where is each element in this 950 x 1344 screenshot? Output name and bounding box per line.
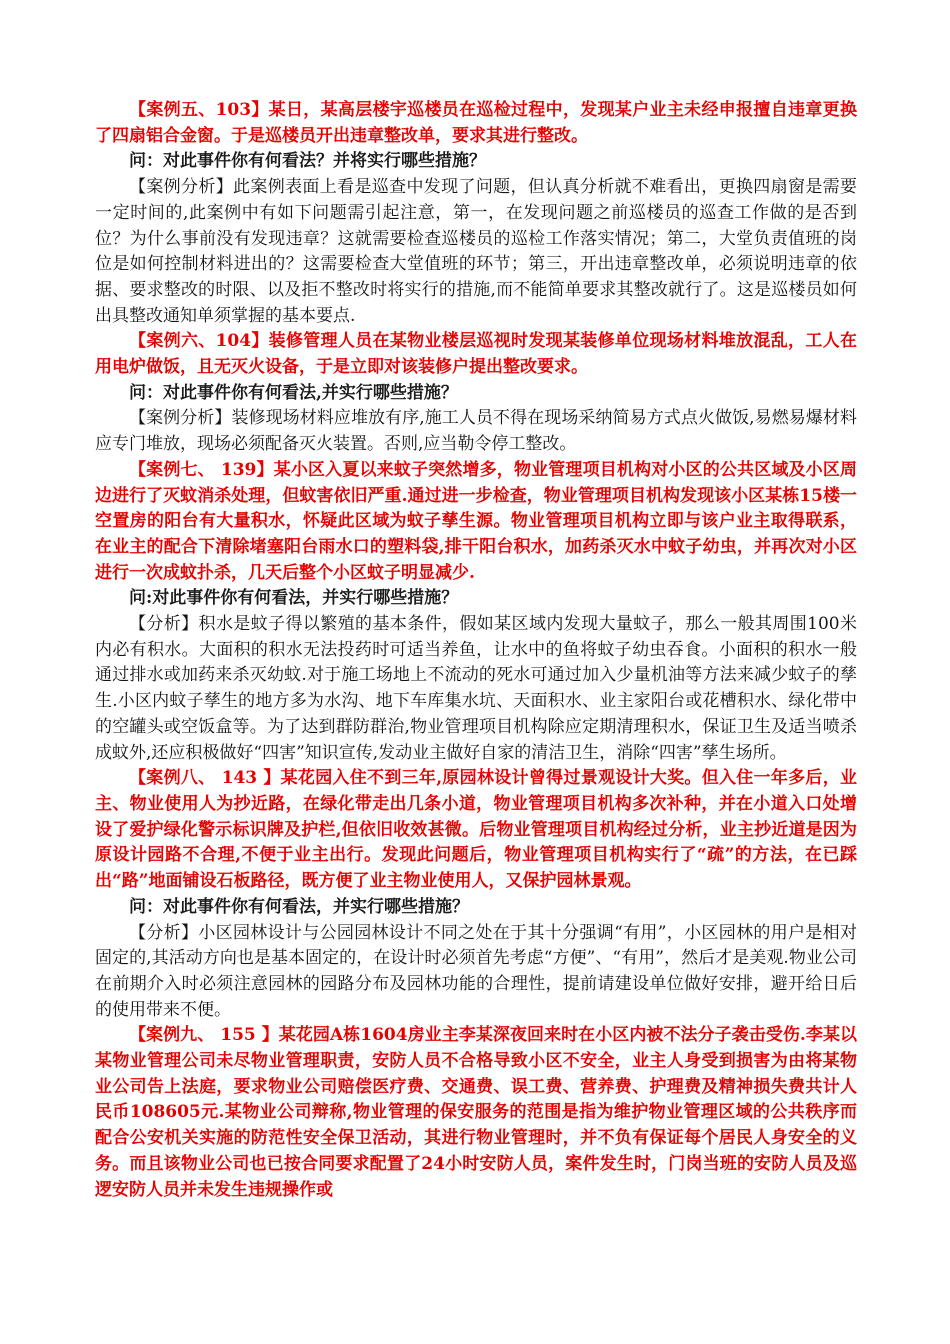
case-9-text: 【案例九、 155 】某花园A栋1604房业主李某深夜回来时在小区内被不法分子袭击受伤.李某以某物业管理公司未尽物业管理职责，安防人员不合格导致小区不安全，业主人身受到损害为由将某物业公司告上法庭，要求物业公司赔偿医疗费、交通费、误工费、营养费、护理费及精神损失费共计人民币108605元.某物业公司辩称,物业管理的保安服务的范围是指为维护物业管理区域的公共秩序而配合公安机关实施的防范性安全保卫活动，其进行物业管理时，并不负有保证每个居民人身安全的义务。而且该物业公司也已按合同要求配置了24小时安防人员，案件发生时，门岗当班的安防人员及巡逻安防人员并未发生违规操作或	[95, 1025, 857, 1200]
case-6-text: 【案例六、104】装修管理人员在某物业楼层巡视时发现某装修单位现场材料堆放混乱，工人在用电炉做饭，且无灭火设备，于是立即对该装修户提出整改要求。	[95, 331, 857, 378]
case-7-question: 问:对此事件你有何看法，并实行哪些措施？	[129, 588, 459, 609]
case-8-question: 问：对此事件你有何看法，并实行哪些措施？	[129, 896, 469, 917]
case-6-question: 问：对此事件你有何看法,并实行哪些措施？	[129, 382, 458, 403]
case-5-question: 问：对此事件你有何看法？并将实行哪些措施？	[129, 151, 486, 172]
case-6-analysis: 【案例分析】装修现场材料应堆放有序,施工人员不得在现场采纳简易方式点火做饭,易燃易爆材料应专门堆放，现场必须配备灭火装置。否则,应当勒令停工整改。	[95, 408, 857, 455]
document-page	[95, 98, 857, 1203]
case-5-text: 【案例五、103】某日，某高层楼宇巡楼员在巡检过程中，发现某户业主未经申报擅自违章更换了四扇铝合金窗。于是巡楼员开出违章整改单，要求其进行整改。	[95, 100, 857, 146]
case-7-text: 【案例七、 139】某小区入夏以来蚊子突然增多，物业管理项目机构对小区的公共区域及小区周边进行了灭蚊消杀处理，但蚊害依旧严重.通过进一步检查，物业管理项目机构发现该小区某栋15楼一空置房的阳台有大量积水，怀疑此区域为蚊子孳生源。物业管理项目机构立即与该户业主取得联系，在业主的配合下清除堵塞阳台雨水口的塑料袋,排干阳台积水，加药杀灭水中蚊子幼虫，并再次对小区进行一次成蚊扑杀，几天后整个小区蚊子明显减少.	[95, 459, 857, 583]
case-5-analysis: 【案例分析】此案例表面上看是巡查中发现了问题，但认真分析就不难看出，更换四扇窗是需要一定时间的,此案例中有如下问题需引起注意，第一，在发现问题之前巡楼员的巡查工作做的是否到位？为什么事前没有发现违章？这就需要检查巡楼员的巡检工作落实情况；第二，大堂负责值班的岗位是如何控制材料进出的？这需要检查大堂值班的环节；第三，开出违章整改单，必须说明违章的依据、要求整改的时限、以及拒不整改时将实行的措施,而不能简单要求其整改就行了。这是巡楼员如何出具整改通知单须掌握的基本要点.	[95, 177, 857, 326]
case-8-analysis: 【分析】小区园林设计与公园园林设计不同之处在于其十分强调“有用”，小区园林的用户是相对固定的,其活动方向也是基本固定的，在设计时必须首先考虑“方便”、“有用”，然后才是美观.物业公司在前期介入时必须注意园林的园路分布及园林功能的合理性，提前请建设单位做好安排，避开给日后的使用带来不便。	[95, 922, 857, 1020]
case-8-text: 【案例八、 143 】某花园入住不到三年,原园林设计曾得过景观设计大奖。但入住一年多后，业主、物业使用人为抄近路，在绿化带走出几条小道，物业管理项目机构多次补种，并在小道入口处增设了爱护绿化警示标识牌及护栏,但依旧收效甚微。后物业管理项目机构经过分析，业主抄近道是因为原设计园路不合理,不便于业主出行。发现此问题后，物业管理项目机构实行了“疏”的方法，在已踩出“路”地面铺设石板路径，既方便了业主物业使用人，又保护园林景观。	[95, 768, 857, 892]
case-7-analysis: 【分析】积水是蚊子得以繁殖的基本条件，假如某区域内发现大量蚊子，那么一般其周围100米内必有积水。大面积的积水无法投药时可适当养鱼，让水中的鱼将蚊子幼虫吞食。小面积的积水一般通过排水或加药来杀灭幼蚊.对于施工场地上不流动的死水可通过加入少量机油等方法来减少蚊子的孳生.小区内蚊子孳生的地方多为水沟、地下车库集水坑、天面积水、业主家阳台或花槽积水、绿化带中的空罐头或空饭盒等。为了达到群防群治,物业管理项目机构除应定期清理积水，保证卫生及适当喷杀成蚊外,还应积极做好“四害”知识宣传,发动业主做好自家的清洁卫生，消除“四害”孳生场所。	[95, 614, 857, 763]
